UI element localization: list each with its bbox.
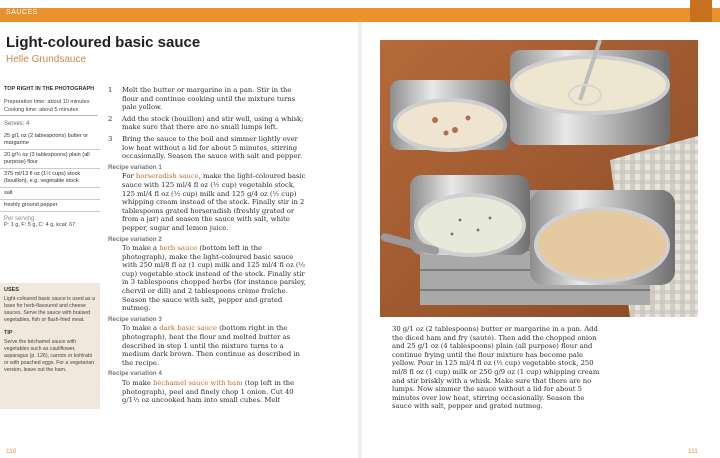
top-right-pot bbox=[510, 40, 670, 145]
variation-name: horseradish sauce bbox=[135, 172, 199, 181]
ingredient: 25 g/1 oz (2 tablespoons) butter or margarine bbox=[0, 131, 100, 150]
recipe-continuation: 30 g/1 oz (2 tablespoons) butter or margarine in a pan. Add the diced ham and fry (sauté). Then add the chopped onion and 25 g/1 oz (4 tablespoons) plain (all purpose) flour and continue frying until the flour mixture has become pale yellow. Pour in 125 ml/4 fl oz (½ cup) vegetable stock, 250 ml/8 fl oz (1 cup) milk or 250 g/9 oz (1 cup) whipping cream and stir briskly with a whisk. Make sure that there are no lumps. Now simmer the sauce without a lid for about 5 minutes over low heat, stirring occasionally. Season the sauce with salt, pepper and grated nutmeg. bbox=[392, 325, 600, 411]
step-number: 3 bbox=[108, 134, 113, 143]
recipe-sidebar bbox=[0, 86, 100, 228]
cook-time: Cooking time: about 5 minutes bbox=[4, 107, 79, 113]
method-step bbox=[108, 86, 308, 112]
bottom-right-pan bbox=[530, 190, 675, 285]
recipe-subtitle: Helle Grundsauce bbox=[6, 54, 87, 65]
method-step bbox=[108, 135, 308, 161]
divider bbox=[0, 115, 98, 116]
ingredient-list bbox=[0, 131, 100, 212]
step-number: 2 bbox=[108, 114, 113, 123]
sauce-pans-photo bbox=[380, 40, 698, 317]
page-number-left: 110 bbox=[6, 448, 17, 455]
top-left-pan bbox=[390, 80, 510, 150]
book-spine bbox=[358, 22, 362, 458]
serves: Serves: 4 bbox=[4, 121, 30, 127]
top-bar-right-band bbox=[360, 8, 720, 22]
ingredient: salt bbox=[0, 188, 100, 200]
step-text: Add the stock (bouillon) and stir well, using a whisk; make sure that there are no small lumps left. bbox=[122, 114, 304, 132]
variation-text: To make béchamel sauce with ham (top left in the photograph), peel and finely chop 1 onion. Cut 40 g/1½ oz uncooked ham into small cubes. Melt bbox=[122, 379, 295, 405]
prep-time: Preparation time: about 10 minutes bbox=[4, 99, 90, 105]
variation-heading: Recipe variation 3 bbox=[108, 315, 162, 323]
tip-heading: TIP bbox=[4, 330, 13, 336]
recipe-method bbox=[108, 86, 308, 408]
photo-position-note: TOP RIGHT IN THE PHOTOGRAPH bbox=[4, 86, 95, 92]
per-serving-label: Per serving bbox=[4, 216, 35, 222]
variation-text: To make a dark basic sauce (bottom right in the photograph), heat the flour and melted butter as described in step 1 until the mixture turns to a medium dark brown. Then continue as described in the recipe. bbox=[122, 324, 300, 367]
per-serving-value: P: 1 g, F: 5 g, C: 4 g, kcal: 67 bbox=[4, 222, 76, 228]
uses-text: Light-coloured basic sauce is used as a base for herb-flavoured and cheese sauces. Serve the sauce with braised vegetables, fish or flash-fried meat. bbox=[4, 296, 95, 323]
method-step bbox=[108, 115, 308, 132]
variation-text: To make a herb sauce (bottom left in the photograph), make the light-coloured basic sauce with 250 ml/8 fl oz (1 cup) milk and 125 ml/4 fl oz (½ cup) vegetable stock instead of the stock. Finally stir in 3 tablespoons chopped herbs (for instance parsley, chervil or dill) and 2 tablespoons crème fraîche. Season the sauce with salt, pepper and grated nutmeg. bbox=[122, 244, 307, 313]
section-tag: SAUCES bbox=[6, 9, 38, 16]
variation-heading: Recipe variation 4 bbox=[108, 370, 162, 378]
variation-name: dark basic sauce bbox=[159, 324, 217, 333]
variation-heading: Recipe variation 1 bbox=[108, 163, 162, 171]
step-text: Bring the sauce to the boil and simmer lightly over low heat without a lid for about 5 minutes, stirring occasionally. Season the sauce with salt and pepper. bbox=[122, 134, 303, 161]
ingredient: 375 ml/13 fl oz (1½ cups) stock (bouillon), e.g. vegetable stock bbox=[0, 169, 100, 188]
top-bar-corner-tab bbox=[690, 0, 712, 22]
variation-text: For horseradish sauce, make the light-coloured basic sauce with 125 ml/4 fl oz (½ cup) vegetable stock, 125 ml/4 fl oz (½ cup) milk and 125 g/4 oz (½ cup) whipping cream instead of the stock. Finally stir in 2 tablespoons grated horseradish (freshly grated or from a jar) and season the sauce with salt, white pepper, sugar and lemon juice. bbox=[122, 172, 306, 232]
variation-name: herb sauce bbox=[159, 244, 198, 253]
uses-heading: USES bbox=[4, 287, 19, 293]
top-bar-left-band bbox=[0, 8, 360, 22]
top-bar bbox=[0, 0, 720, 22]
ingredient: 20 g/¾ oz (3 tablespoons) plain (all purpose) flour bbox=[0, 150, 100, 169]
step-text: Melt the butter or margarine in a pan. Stir in the flour and continue cooking until the mixture turns pale yellow. bbox=[122, 86, 296, 112]
step-number: 1 bbox=[108, 86, 113, 94]
variation-name: béchamel sauce with ham bbox=[153, 379, 243, 387]
page-number-right: 111 bbox=[688, 448, 698, 455]
recipe-title: Light-coloured basic sauce bbox=[6, 34, 201, 51]
ingredient: freshly ground pepper bbox=[0, 200, 100, 212]
uses-tip-box bbox=[0, 283, 100, 409]
variation-heading: Recipe variation 2 bbox=[108, 235, 162, 243]
tip-text: Serve the béchamel sauce with vegetables such as cauliflower, asparagus (p. 126), carrots or kohlrabi or with poached eggs. For a vegetarian version, leave out the ham. bbox=[4, 339, 94, 373]
